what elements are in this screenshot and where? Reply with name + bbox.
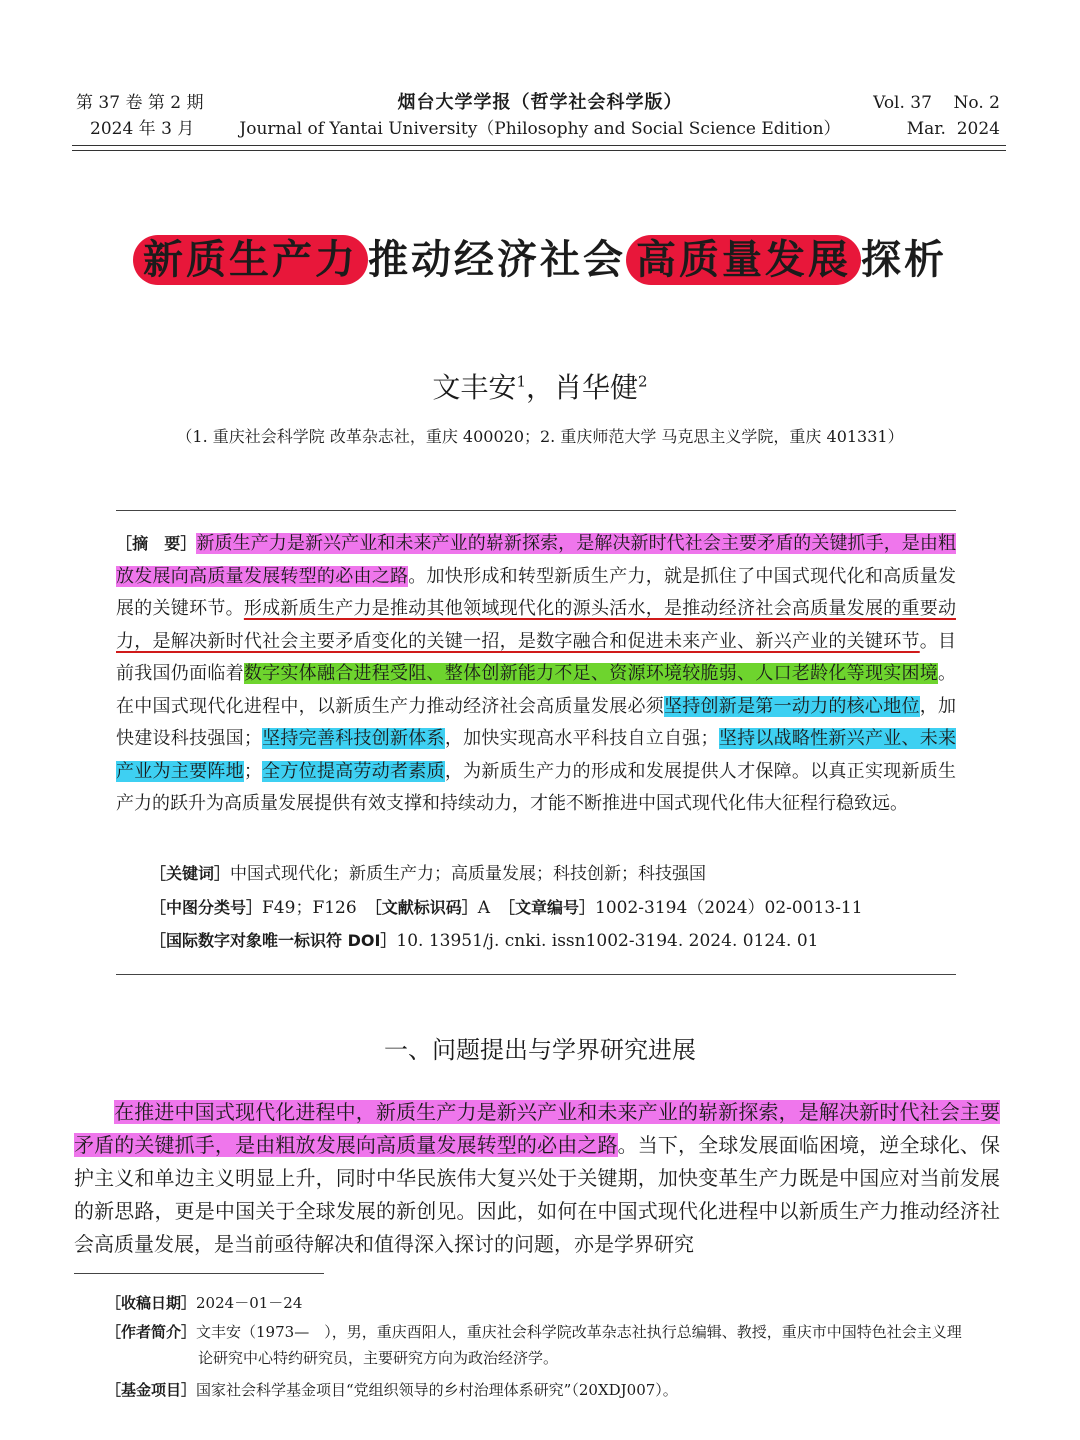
doi-line (150, 925, 818, 957)
abstract-text-4: ，加快建设科技强国； (116, 695, 957, 749)
keywords-label: ［关键词］ (150, 864, 231, 883)
author-2: 肖华健 (554, 371, 639, 404)
author-line (0, 366, 1080, 406)
fund-label: ［基金项目］ (106, 1381, 197, 1399)
author-1: 文丰安 (432, 371, 517, 404)
abstract-highlight-cyan-1: 坚持创新是第一动力的核心地位 (664, 695, 920, 717)
abstract-highlight-cyan-4: 全方位提高劳动者素质 (261, 760, 445, 782)
header-rule-bottom (72, 150, 1006, 151)
footnote-author (106, 1319, 1004, 1371)
abstract-highlight-cyan-3: 坚持以战略性新兴产业、未来产业为主要阵地 (116, 728, 957, 782)
article-title (0, 232, 1080, 288)
author-bio-label: ［作者简介］ (106, 1323, 197, 1341)
journal-title-cn: 烟台大学学报（哲学社会科学版） (397, 92, 683, 113)
abstract-rule-bottom (116, 974, 956, 975)
abstract-label: ［摘 要］ (116, 534, 197, 553)
header-volume-issue: 第 37 卷 第 2 期 (76, 93, 204, 113)
abstract-text-1: 。加快形成和转型新质生产力，就是抓住了中国式现代化和高质量发展的关键环节。 (116, 565, 956, 619)
clc-code: F49；F126 (262, 898, 357, 918)
doc-code-label: ［文献标识码］ (373, 898, 478, 917)
received-date: 2024－01－24 (196, 1294, 303, 1312)
abstract-underlined: 形成新质生产力是推动其他领域现代化的源头活水，是推动经济社会高质量发展的重要动力，是解决新时代社会主要矛盾变化的关键一招，是数字融合和促进未来产业、新兴产业的关键环节 (116, 598, 957, 652)
classification-line (150, 892, 863, 924)
doi-label: ［国际数字对象唯一标识符 DOI］ (150, 931, 397, 950)
abstract-text-3: 。在中国式现代化进程中，以新质生产力推动经济社会高质量发展必须 (116, 663, 957, 717)
header-vol-no: Vol. 37 No. 2 (873, 93, 1000, 113)
keywords: 中国式现代化；新质生产力；高质量发展；科技创新；科技强国 (230, 864, 707, 884)
title-segment-2: 推动经济社会 (368, 237, 626, 283)
doc-code: A (477, 898, 490, 918)
title-highlight-1: 新质生产力 (133, 235, 368, 285)
article-no-label: ［文章编号］ (506, 898, 595, 917)
keywords-line (150, 858, 706, 890)
abstract-text-6: ； (243, 760, 262, 782)
header-rule-top (72, 145, 1006, 146)
body-highlight-pink: 在推进中国式现代化进程中，新质生产力是新兴产业和未来产业的崭新探索，是解决新时代社会主要矛盾的关键抓手，是由粗放发展向高质量发展转型的必由之路 (74, 1100, 1000, 1157)
footnote-rule (74, 1273, 324, 1274)
footnote-fund (106, 1377, 1004, 1403)
body-paragraph (74, 1096, 1000, 1261)
article-no: 1002-3194（2024）02-0013-11 (595, 898, 863, 918)
section-heading: 一、问题提出与学界研究进展 (384, 1036, 696, 1064)
fund-text: 国家社会科学基金项目“党组织领导的乡村治理体系研究”（20XDJ007）。 (196, 1381, 678, 1399)
header-date-en: Mar. 2024 (906, 119, 1000, 139)
header-volume-en (873, 90, 1000, 142)
doi: 10. 13951/j. cnki. issn1002-3194. 2024. 0124. 01 (396, 931, 819, 951)
affiliation: （1. 重庆社会科学院 改革杂志社，重庆 400020；2. 重庆师范大学 马克思主义学院，重庆 401331） (176, 427, 904, 446)
author-2-sup: 2 (638, 372, 648, 391)
abstract-text-2: 。目前我国仍面临着 (116, 630, 957, 684)
abstract-highlight-green: 数字实体融合进程受阻、整体创新能力不足、资源环境较脆弱、人口老龄化等现实困境 (243, 663, 939, 684)
author-separator: ， (525, 371, 554, 404)
author-bio-cont: 论研究中心特约研究员，主要研究方向为政治经济学。 (198, 1349, 559, 1367)
abstract-text-5: ，加快实现高水平科技自立自强； (444, 728, 719, 749)
abstract-highlight-cyan-2: 坚持完善科技创新体系 (261, 728, 445, 749)
footnote-received (106, 1290, 1004, 1316)
abstract-text-7: ，为新质生产力的形成和发展提供人才保障。以真正实现新质生产力的跃升为高质量发展提供有效支撑和持续动力，才能不断推进中国式现代化伟大征程行稳致远。 (116, 760, 957, 814)
journal-title-en: Journal of Yantai University（Philosophy and Social Science Edition） (239, 119, 841, 139)
abstract-highlight-pink: 新质生产力是新兴产业和未来产业的崭新探索，是解决新时代社会主要矛盾的关键抓手，是由粗放发展向高质量发展转型的必由之路 (116, 533, 956, 587)
title-highlight-2: 高质量发展 (626, 235, 861, 285)
title-segment-4: 探析 (861, 237, 947, 283)
abstract (116, 528, 956, 821)
abstract-rule-top (116, 510, 956, 511)
body-text: 。当下，全球发展面临困境，逆全球化、保护主义和单边主义明显上升，同时中华民族伟大复兴处于关键期，加快变革生产力既是中国应对当前发展的新思路，更是中国关于全球发展的新创见。因此，如何在中国式现代化进程中以新质生产力推动经济社会高质量发展，是当前亟待解决和值得深入探讨的问题，亦是学界研究 (74, 1133, 1001, 1256)
header-date-cn: 2024 年 3 月 (90, 119, 195, 139)
received-label: ［收稿日期］ (106, 1294, 197, 1312)
author-bio: 文丰安（1973— ），男，重庆酉阳人，重庆社会科学院改革杂志社执行总编辑、教授，重庆市中国特色社会主义理 (196, 1323, 962, 1341)
author-1-sup: 1 (516, 372, 526, 391)
clc-label: ［中图分类号］ (150, 898, 263, 917)
